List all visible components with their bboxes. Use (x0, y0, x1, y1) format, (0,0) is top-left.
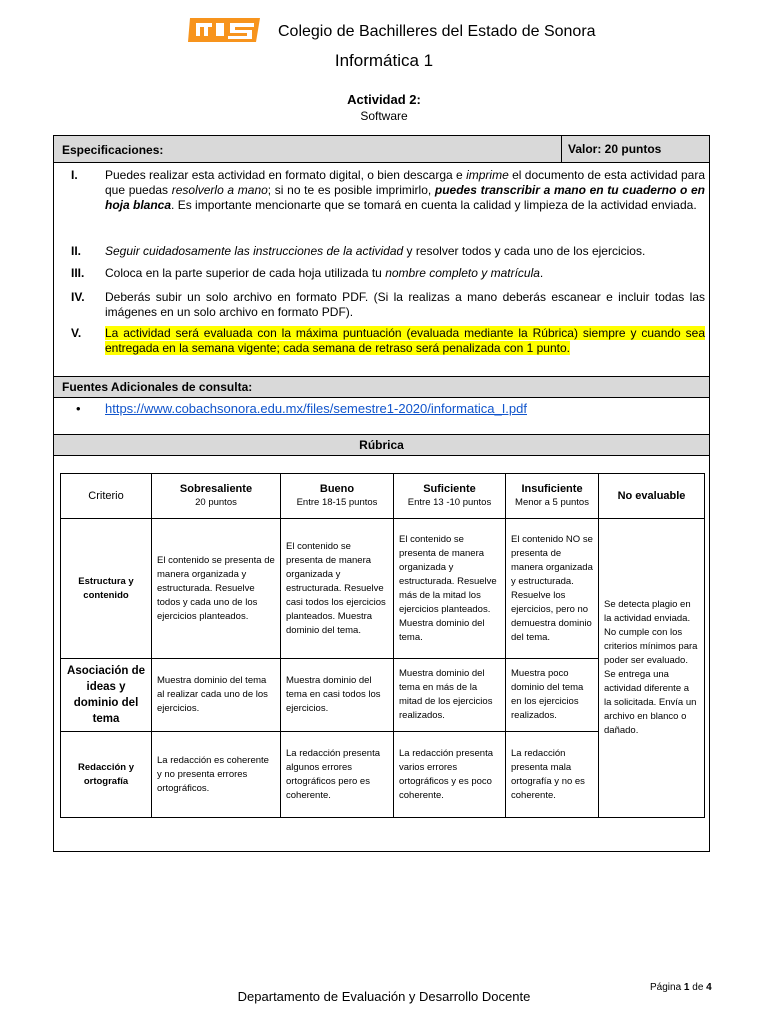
criterio-cell: Asociación de ideas y dominio del tema (61, 659, 152, 732)
page-number: Página 1 de 4 (650, 982, 712, 993)
rubric-table (60, 473, 705, 818)
header-insuficiente: Insuficiente Menor a 5 puntos (506, 474, 599, 519)
rubric-label: Rúbrica (359, 438, 404, 452)
header-sobresaliente: Sobresaliente 20 puntos (152, 474, 281, 519)
activity-title: Actividad 2: (347, 92, 421, 107)
spec-text: Puedes realizar esta actividad en formato digital, o bien descarga e imprime el documento de esta actividad para que puedas resolverlo a mano; si no te es posible imprimirlo, puedes transcribir a mano en tu cuaderno o en hoja blanca. Es importante mencionarte que se tomará en cuenta la calidad y limpieza de la actividad enviada. (105, 168, 706, 212)
sources-header (53, 376, 710, 398)
rubric-row (61, 519, 705, 659)
spec-text: Deberás subir un solo archivo en formato PDF. (Si la realizas a mano deberás escanear e incluir todas las imágenes en un solo archivo en formato PDF). (105, 290, 705, 319)
rubric-header (53, 434, 710, 456)
spec-number: IV. (71, 290, 85, 304)
suficiente-cell: El contenido se presenta de manera organizada y estructurada. Resuelve más de la mitad los ejercicios planteados. Muestra dominio del tema. (394, 519, 506, 659)
spec-number: I. (71, 168, 78, 182)
bueno-cell: La redacción presenta algunos errores ortográficos pero es coherente. (281, 732, 394, 818)
value-label: Valor: 20 puntos (561, 136, 661, 162)
criterio-cell: Redacción y ortografía (61, 732, 152, 818)
header-bueno: Bueno Entre 18-15 puntos (281, 474, 394, 519)
specifications-label: Especificaciones: (62, 143, 164, 157)
cobach-logo (188, 16, 262, 44)
bueno-cell: El contenido se presenta de manera organizada y estructurada. Resuelve casi todos los ejercicios planteados. Muestra dominio del tema. (281, 519, 394, 659)
header-criterio: Criterio (61, 474, 152, 519)
insuficiente-cell: El contenido NO se presenta de manera organizada y estructurada. Resuelve los ejercicios, pero no demuestra dominio del tema. (506, 519, 599, 659)
insuficiente-cell: La redacción presenta mala ortografía y no es coherente. (506, 732, 599, 818)
bullet: • (76, 401, 81, 416)
sources-label: Fuentes Adicionales de consulta: (62, 380, 253, 394)
department-footer: Departamento de Evaluación y Desarrollo Docente (237, 989, 531, 1004)
rubric-header-row (61, 474, 705, 519)
spec-number: II. (71, 244, 82, 258)
header-no-evaluable: No evaluable (599, 474, 705, 519)
insuficiente-cell: Muestra poco dominio del tema en los ejercicios realizados. (506, 659, 599, 732)
suficiente-cell: Muestra dominio del tema en más de la mitad de los ejercicios realizados. (394, 659, 506, 732)
specifications-header (53, 135, 710, 163)
spec-number: V. (71, 326, 82, 340)
spec-text: Coloca en la parte superior de cada hoja utilizada tu nombre completo y matrícula. (105, 266, 544, 280)
sobresaliente-cell: El contenido se presenta de manera organizada y estructurada. Resuelve todos y cada uno de los ejercicios planteados. (152, 519, 281, 659)
sources-link[interactable]: https://www.cobachsonora.edu.mx/files/semestre1-2020/informatica_I.pdf (105, 401, 527, 416)
activity-subtitle: Software (360, 109, 408, 123)
spec-text-highlighted: La actividad será evaluada con la máxima puntuación (evaluada mediante la Rúbrica) siempre y cuando sea entregada en la semana vigente; cada semana de retraso será penalizada con 1 punto. (105, 326, 705, 355)
spec-text: Seguir cuidadosamente las instrucciones de la actividad y resolver todos y cada uno de los ejercicios. (105, 244, 646, 258)
suficiente-cell: La redacción presenta varios errores ortográficos y es poco coherente. (394, 732, 506, 818)
bueno-cell: Muestra dominio del tema en casi todos los ejercicios. (281, 659, 394, 732)
no-evaluable-cell: Se detecta plagio en la actividad enviada. No cumple con los criterios mínimos para poder ser evaluado. Se entrega una actividad diferente a la solicitada. Envía un archivo en blanco o dañado. (599, 519, 705, 818)
spec-number: III. (71, 266, 85, 280)
header-suficiente: Suficiente Entre 13 -10 puntos (394, 474, 506, 519)
sobresaliente-cell: Muestra dominio del tema al realizar cada uno de los ejercicios. (152, 659, 281, 732)
course-title: Informática 1 (334, 51, 434, 70)
criterio-cell: Estructura y contenido (61, 519, 152, 659)
sobresaliente-cell: La redacción es coherente y no presenta errores ortográficos. (152, 732, 281, 818)
school-name: Colegio de Bachilleres del Estado de Sonora (278, 23, 596, 40)
